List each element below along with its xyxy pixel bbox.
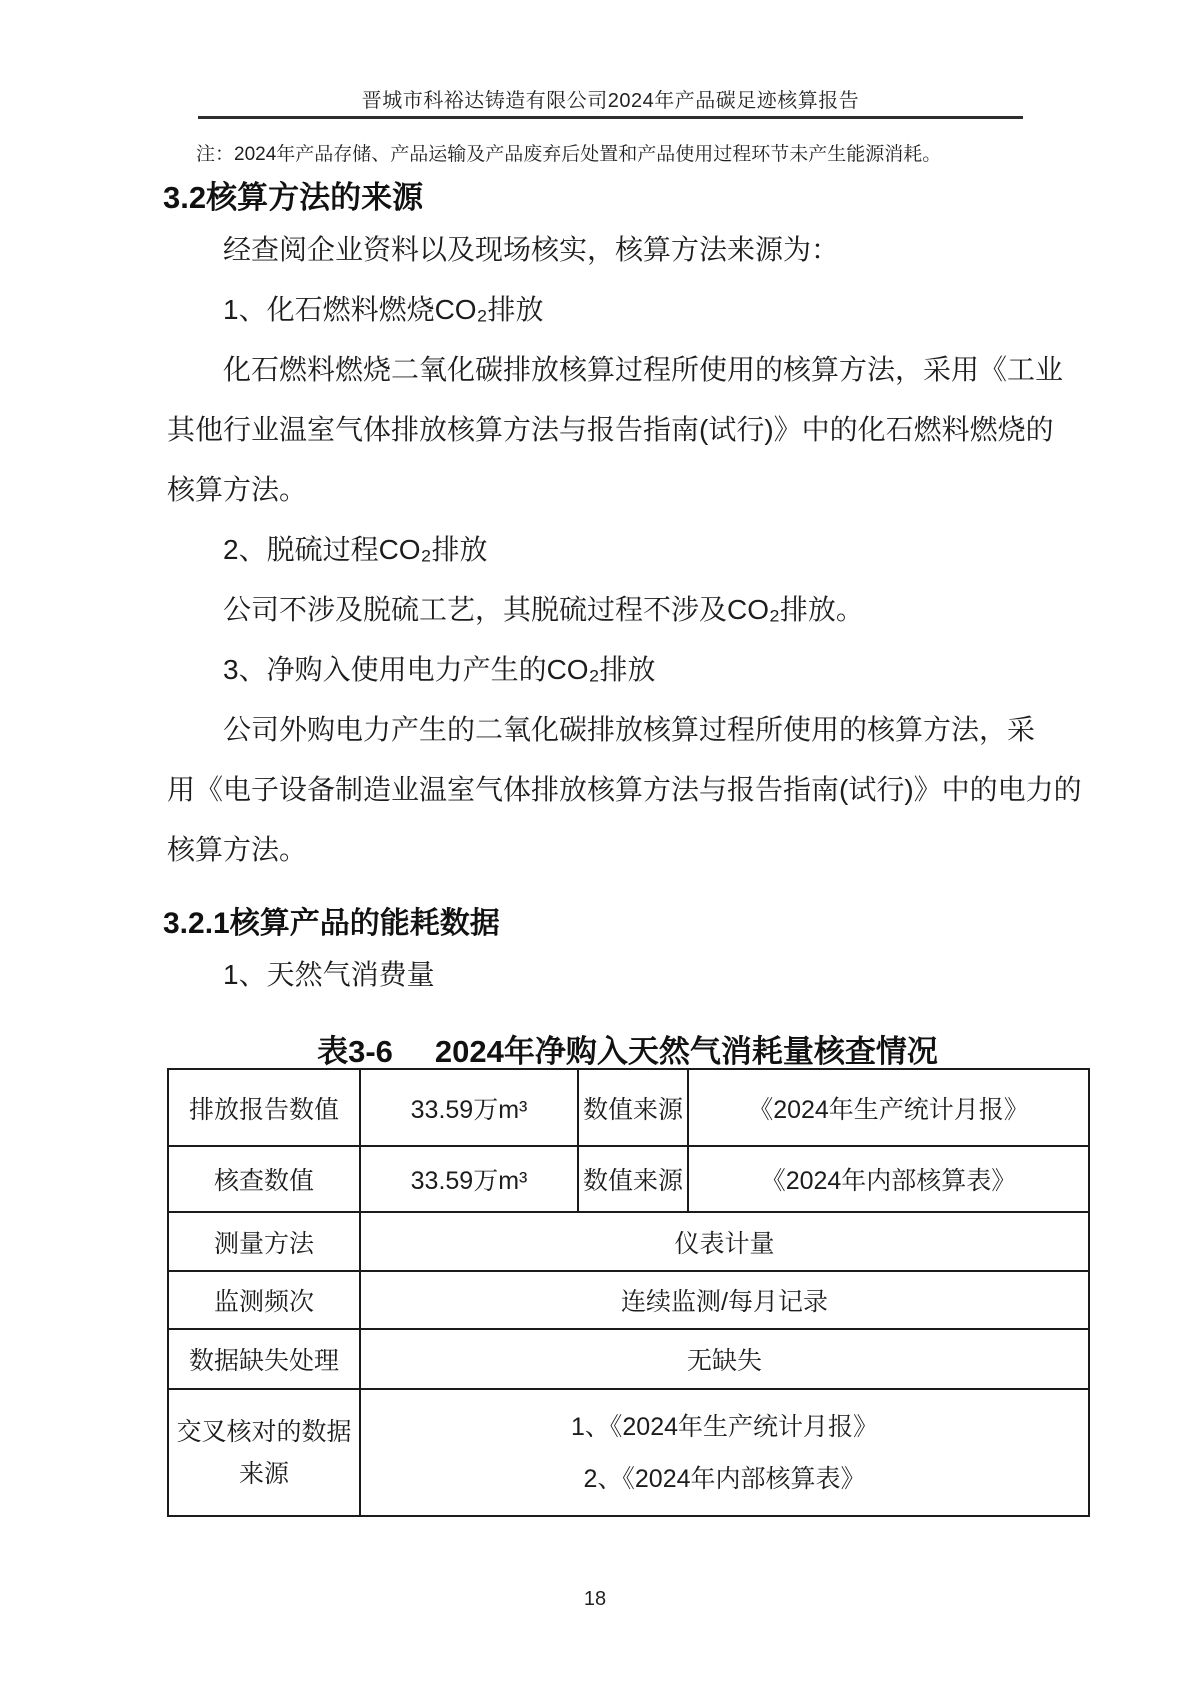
paragraph-line: 用《电子设备制造业温室气体排放核算方法与报告指南(试行)》中的电力的	[167, 774, 1082, 805]
table-caption	[167, 1026, 1088, 1071]
row-label: 测量方法	[168, 1212, 360, 1271]
row-label: 排放报告数值	[168, 1069, 360, 1146]
paragraph-line: 2、脱硫过程CO₂排放	[223, 534, 488, 565]
paragraph-line: 1、化石燃料燃烧CO₂排放	[223, 294, 544, 325]
section-heading-3-2-1: 3.2.1核算产品的能耗数据	[163, 907, 500, 940]
table-number: 表3-6	[317, 1034, 393, 1069]
source-label: 数值来源	[578, 1146, 688, 1212]
row-value: 33.59万m³	[360, 1146, 578, 1212]
row-label: 监测频次	[168, 1271, 360, 1329]
paragraph-line: 3、净购入使用电力产生的CO₂排放	[223, 654, 656, 685]
table-row	[168, 1329, 1089, 1389]
table-row	[168, 1069, 1089, 1146]
list-item-natural-gas: 1、天然气消费量	[223, 959, 435, 990]
source-value: 《2024年内部核算表》	[688, 1146, 1089, 1212]
row-label: 数据缺失处理	[168, 1329, 360, 1389]
paragraph-line: 公司外购电力产生的二氧化碳排放核算过程所使用的核算方法，采	[223, 714, 1036, 745]
table-title: 2024年净购入天然气消耗量核查情况	[434, 1034, 938, 1069]
row-value: 连续监测/每月记录	[360, 1271, 1089, 1329]
paragraph-line: 经查阅企业资料以及现场核实，核算方法来源为：	[223, 234, 840, 265]
paragraph-line: 核算方法。	[167, 834, 308, 865]
verification-table	[167, 1068, 1090, 1517]
row-value: 仪表计量	[360, 1212, 1089, 1271]
running-header-title: 晋城市科裕达铸造有限公司2024年产品碳足迹核算报告	[361, 90, 860, 112]
table-row	[168, 1212, 1089, 1271]
row-value: 无缺失	[360, 1329, 1089, 1389]
table-note: 注：2024年产品存储、产品运输及产品废弃后处置和产品使用过程环节未产生能源消耗。	[196, 144, 942, 165]
paragraph-line: 公司不涉及脱硫工艺，其脱硫过程不涉及CO₂排放。	[223, 594, 864, 625]
source-label: 数值来源	[578, 1069, 688, 1146]
row-label: 交叉核对的数据来源	[168, 1389, 360, 1516]
table-row	[168, 1389, 1089, 1516]
header-rule	[198, 116, 1023, 119]
row-value	[360, 1389, 1089, 1516]
table-row	[168, 1271, 1089, 1329]
paragraph-line: 其他行业温室气体排放核算方法与报告指南(试行)》中的化石燃料燃烧的	[167, 414, 1054, 445]
row-value: 33.59万m³	[360, 1069, 578, 1146]
section-3-2-body	[167, 220, 1088, 880]
source-value: 《2024年生产统计月报》	[688, 1069, 1089, 1146]
cross-check-source-1: 1、《2024年生产统计月报》	[570, 1412, 879, 1441]
paragraph-line: 化石燃料燃烧二氧化碳排放核算过程所使用的核算方法，采用《工业	[223, 354, 1064, 385]
row-label: 核查数值	[168, 1146, 360, 1212]
section-heading-3-2: 3.2核算方法的来源	[163, 180, 424, 215]
cross-check-source-2: 2、《2024年内部核算表》	[583, 1464, 866, 1493]
paragraph-line: 核算方法。	[167, 474, 308, 505]
page-number: 18	[583, 1588, 607, 1610]
table-row	[168, 1146, 1089, 1212]
